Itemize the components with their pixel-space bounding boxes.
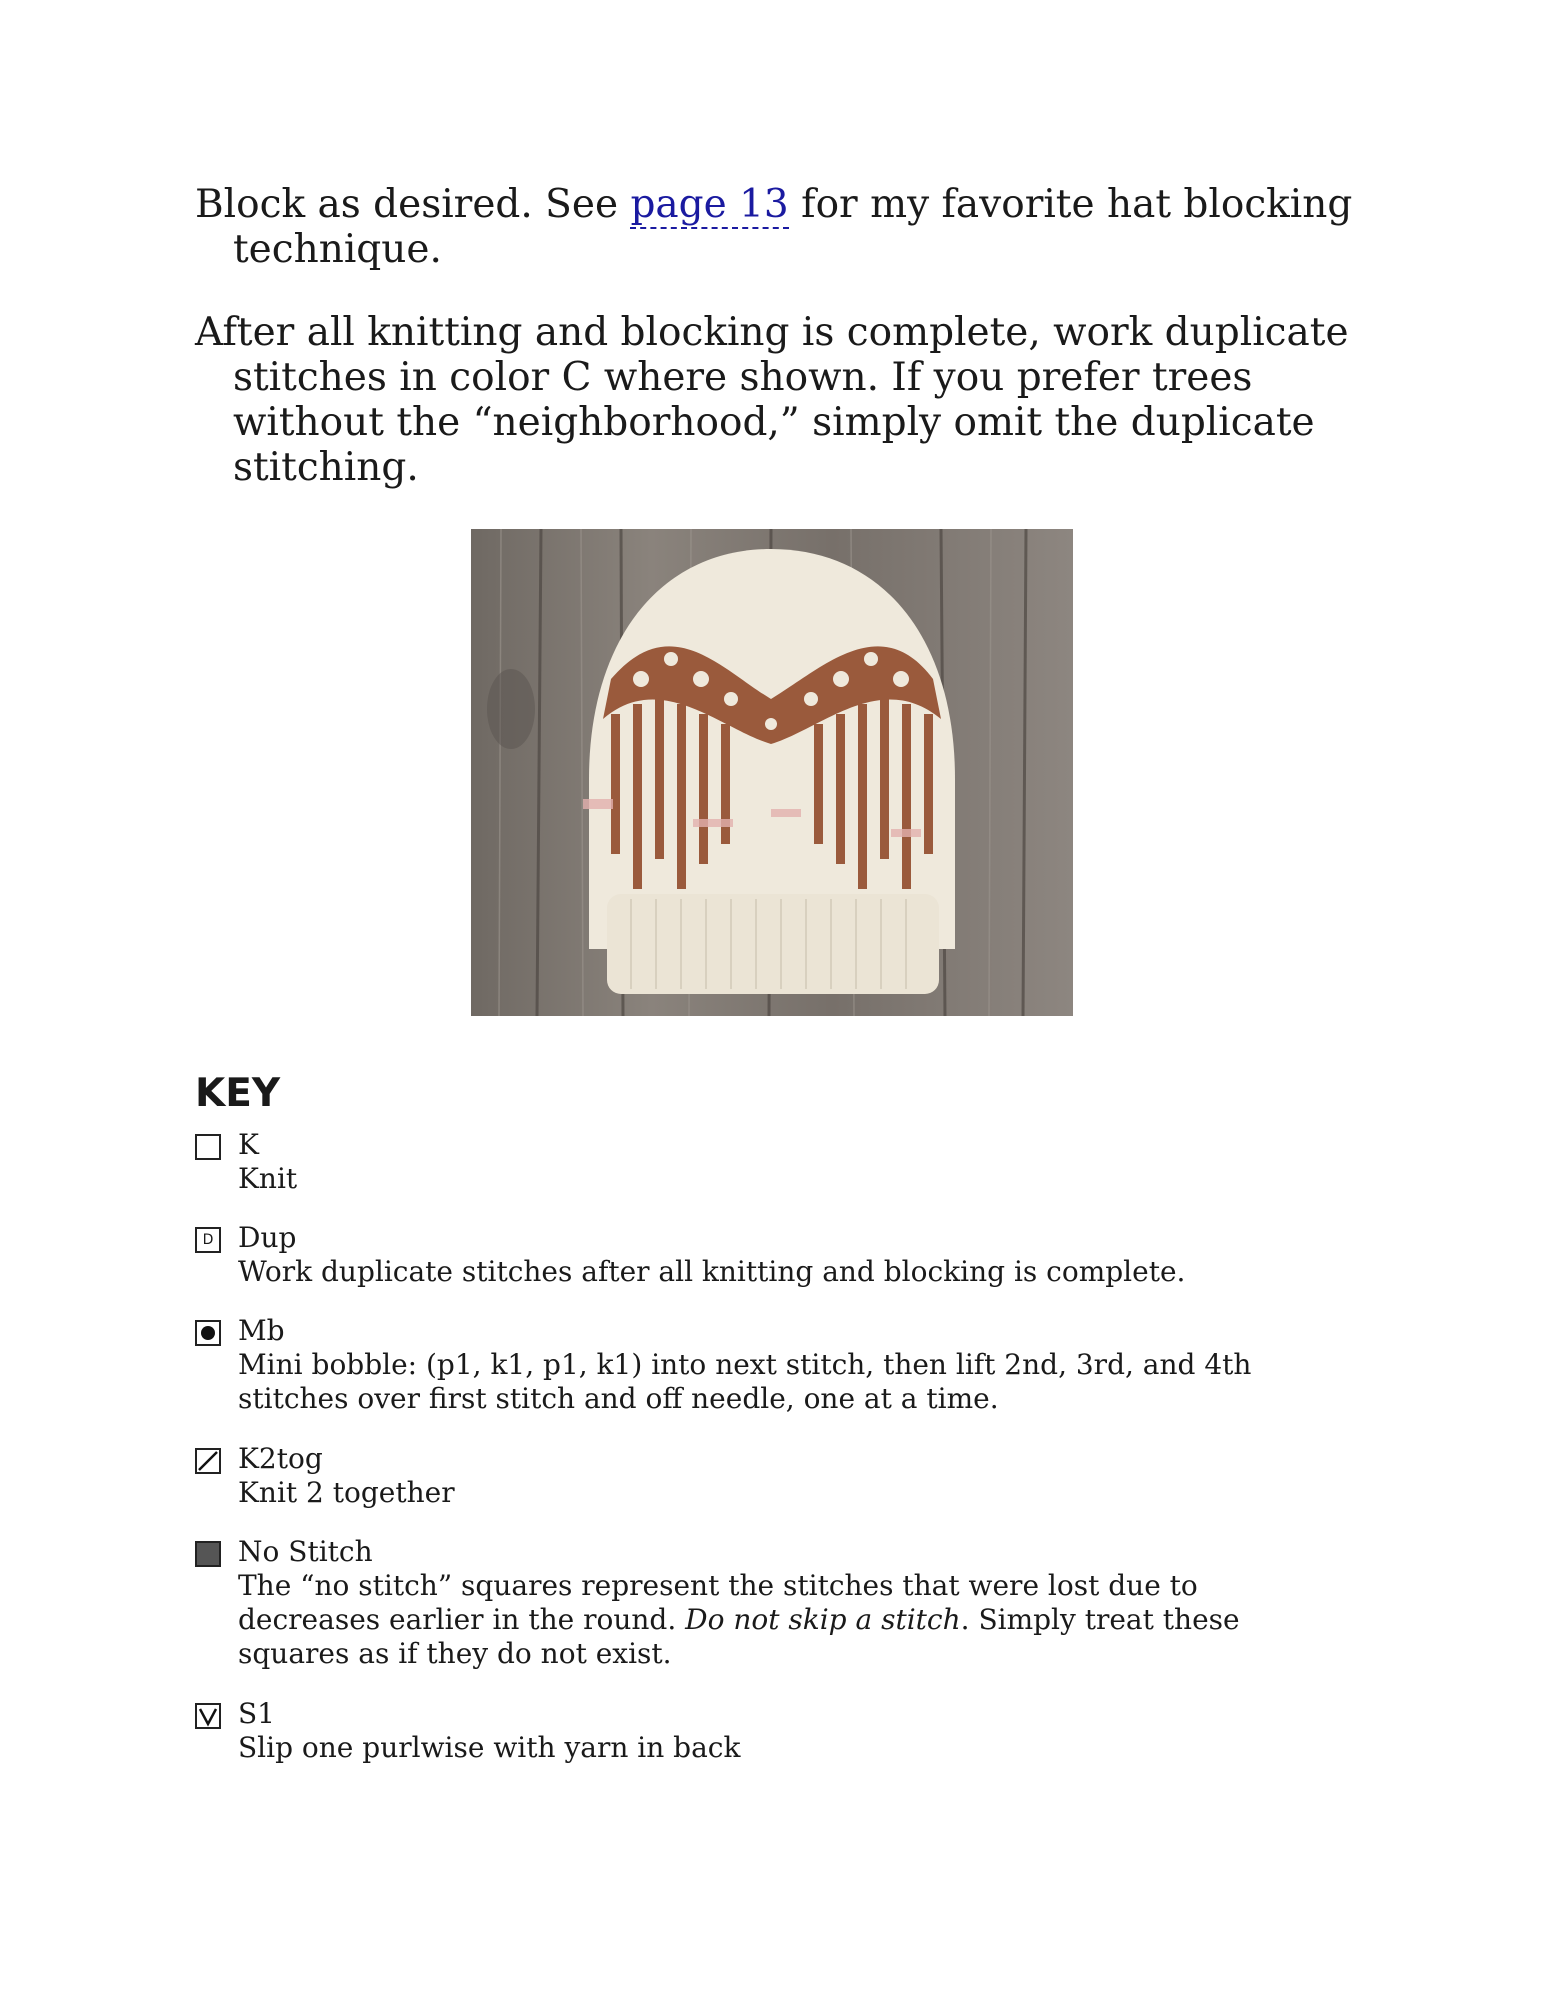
key-symbol-name: No Stitch	[238, 1535, 373, 1568]
no-stitch-desc-end: . Simply treat these squares as if they do not exist.	[238, 1603, 1240, 1670]
no-stitch-filled-icon	[195, 1541, 221, 1567]
key-symbol-description: Slip one purlwise with yarn in back	[238, 1731, 741, 1764]
key-symbol-description: Knit	[238, 1162, 298, 1195]
bobble-dot-icon	[195, 1320, 221, 1346]
page-13-link[interactable]: page 13	[630, 182, 789, 227]
slip-check-icon	[195, 1703, 221, 1729]
blocking-text-start: Block as desired. See	[195, 182, 631, 227]
key-symbol-name: K2tog	[238, 1442, 323, 1475]
d-square-icon	[195, 1227, 221, 1253]
key-symbol-description: Knit 2 together	[238, 1476, 455, 1509]
duplicate-stitch-paragraph: After all knitting and blocking is complete, work duplicate stitches in color C where shown. If you prefer trees without the “neighborhood,” simply omit the duplicate stitching.	[195, 310, 1349, 490]
key-symbol-description: Mini bobble: (p1, k1, p1, k1) into next stitch, then lift 2nd, 3rd, and 4th stitches over first stitch and off needle, one at a time.	[238, 1348, 1252, 1415]
key-symbol-name: Mb	[238, 1314, 285, 1347]
no-stitch-desc-italic: Do not skip a stitch	[685, 1603, 961, 1636]
key-symbol-description	[238, 1569, 1338, 1671]
key-symbol-name: S1	[238, 1697, 275, 1730]
no-stitch-desc-start: The “no stitch” squares represent the stitches that were lost due to decreases earlier in the round.	[238, 1569, 1198, 1636]
blocking-paragraph	[195, 182, 1413, 272]
key-symbol-name: Dup	[238, 1221, 297, 1254]
empty-square-icon	[195, 1134, 221, 1160]
key-symbol-description: Work duplicate stitches after all knitting and blocking is complete.	[238, 1255, 1186, 1288]
k2tog-slash-icon	[195, 1448, 221, 1474]
knitted-hat-photo	[471, 529, 1073, 1016]
blocking-text-end: for my favorite hat blocking technique.	[233, 182, 1353, 272]
d-symbol-letter: D	[202, 1232, 214, 1248]
key-symbol-name: K	[238, 1128, 259, 1161]
key-heading: KEY	[195, 1071, 281, 1116]
